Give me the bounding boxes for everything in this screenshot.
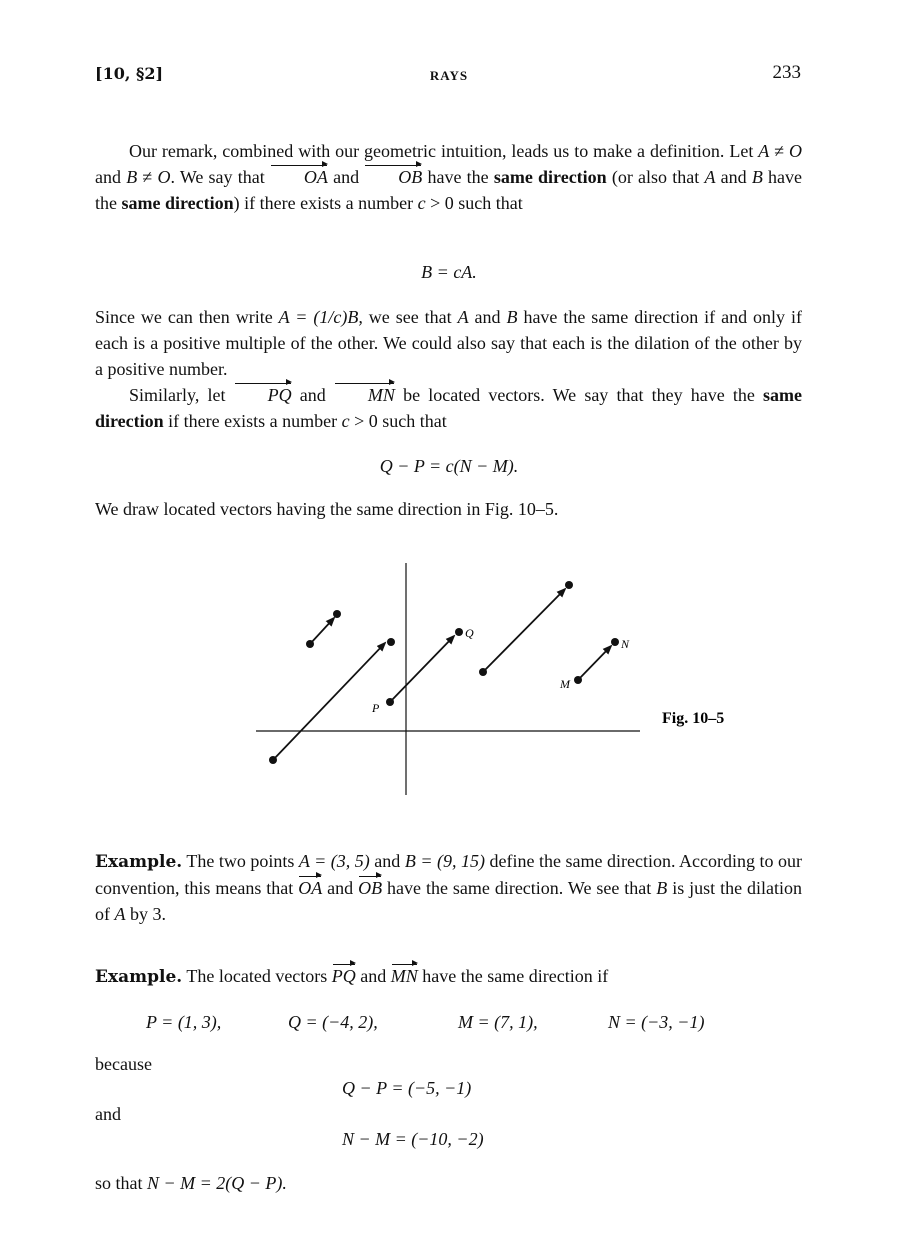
vector-arrow (310, 618, 334, 644)
label-P: P (372, 701, 380, 715)
equation-q-minus-p: Q − P = (−5, −1) (342, 1078, 472, 1098)
and-word: and (95, 1104, 121, 1124)
because-word: because (95, 1054, 152, 1074)
vector-PQ: PQ (332, 963, 356, 989)
vector-point (479, 668, 487, 676)
vector-point (306, 640, 314, 648)
figure-intro: We draw located vectors having the same direction in Fig. 10–5. (95, 499, 559, 519)
point-N (611, 638, 619, 646)
example-1: Example. The two points A = (3, 5) and B = (9, 15) define the same direction. According to our convention, this means that OA and OB have the same direction. We see that B is just the dilation of A by 3. (95, 851, 803, 924)
page-number: 233 (772, 62, 801, 83)
vector-OB: OB (364, 164, 422, 190)
vector-arrow-PQ (390, 636, 454, 702)
vector-point (565, 581, 573, 589)
vector-OA: OA (270, 164, 328, 190)
label-M: M (560, 677, 570, 691)
coord-P: P = (1, 3), (146, 1012, 222, 1032)
vector-arrow (273, 643, 385, 760)
coord-N: N = (−3, −1) (608, 1012, 705, 1032)
figure-caption: Fig. 10–5 (662, 710, 725, 727)
definition-paragraph: Our remark, combined with our geometric intuition, leads us to make a definition. Let A ≠ O and B ≠ O. We say that OA and OB have the same direction (or also that A and B have the same direction) if there exists a number c > 0 such that (95, 141, 802, 213)
point-P (386, 698, 394, 706)
label-Q: Q (465, 626, 474, 640)
vector-MN: MN (391, 963, 418, 989)
section-reference: [10, §2] (95, 64, 164, 83)
figure-10-5 (240, 555, 800, 800)
coord-Q: Q = (−4, 2), (288, 1012, 378, 1032)
point-M (574, 676, 582, 684)
example-2: Example. The located vectors PQ and MN have the same direction if (95, 963, 802, 990)
vector-point (269, 756, 277, 764)
vector-point (333, 610, 341, 618)
vector-OA: OA (298, 875, 322, 901)
multiple-paragraph: Since we can then write A = (1/c)B, we see that A and B have the same direction if and only if each is a positive multiple of the other. We could also say that each is the dilation of the other by a positive number. (95, 307, 802, 379)
vector-arrow-MN (578, 646, 611, 680)
label-N: N (621, 637, 630, 651)
conclusion: so that N − M = 2(Q − P). (95, 1173, 287, 1193)
running-title: RAYS (429, 68, 469, 83)
example-heading: Example. (95, 852, 183, 872)
coord-M: M = (7, 1), (458, 1012, 538, 1032)
vector-OB: OB (358, 875, 382, 901)
vector-PQ: PQ (234, 382, 292, 408)
equation-b-equals-ca: B = cA. (421, 262, 477, 282)
equation-n-minus-m: N − M = (−10, −2) (342, 1129, 484, 1149)
point-Q (455, 628, 463, 636)
vector-point (387, 638, 395, 646)
vector-arrow (483, 589, 565, 672)
vector-MN: MN (334, 382, 395, 408)
equation-same-direction: Q − P = c(N − M). (379, 456, 519, 476)
example-heading: Example. (95, 967, 183, 987)
located-vectors-paragraph: Similarly, let PQ and MN be located vectors. We say that they have the same direction if there exists a number c > 0 such that (95, 382, 802, 434)
